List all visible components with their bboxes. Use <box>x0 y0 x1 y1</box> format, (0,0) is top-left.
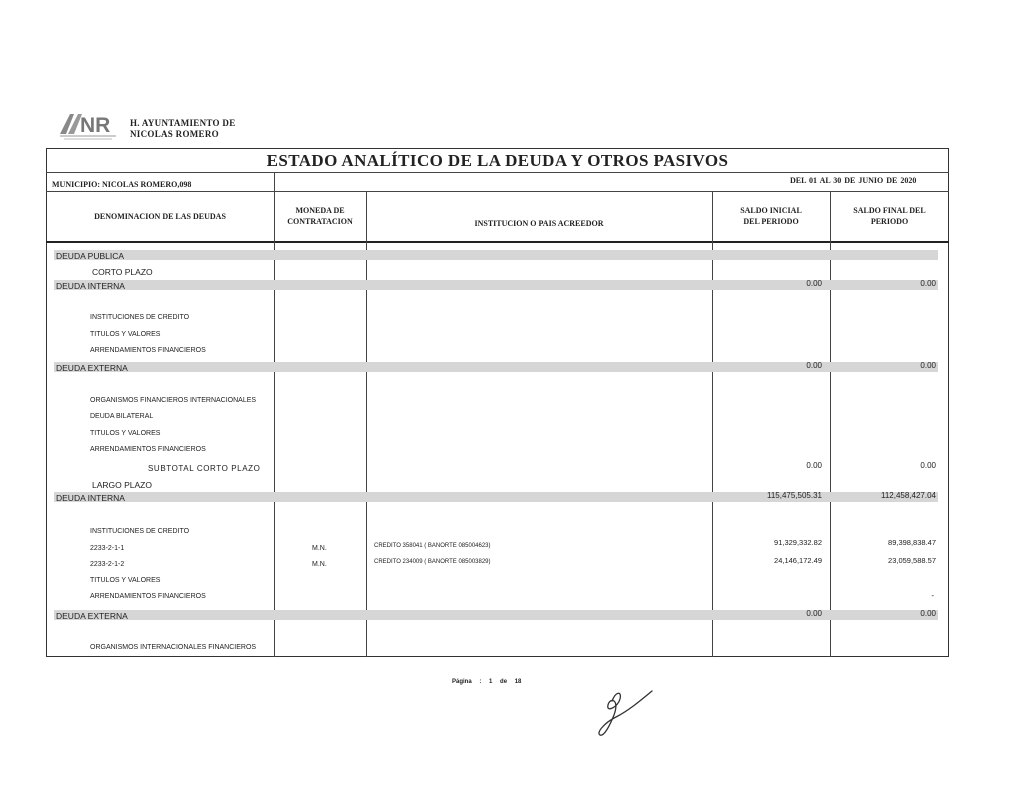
row-credito1-cuenta: 2233-2-1-1 <box>90 545 125 552</box>
row-subtotal-cp: SUBTOTAL CORTO PLAZO <box>148 464 261 473</box>
row-credito2-institucion: CREDITO 234009 ( BANORTE 085003829) <box>374 559 491 565</box>
municipio-label: MUNICIPIO: NICOLAS ROMERO,098 <box>52 180 192 189</box>
col-header-saldo-final-l1: SALDO FINAL DEL <box>853 206 926 215</box>
divider <box>712 191 713 657</box>
row-cp-inst-credito: INSTITUCIONES DE CREDITO <box>90 314 190 321</box>
col-header-moneda <box>274 205 366 227</box>
value-dint-cp-final: 0.00 <box>920 279 936 288</box>
value-dext-lp-inicial: 0.00 <box>806 609 822 618</box>
periodo-label: DEL 01 AL 30 DE JUNIO DE 2020 <box>790 176 917 185</box>
report-title: ESTADO ANALÍTICO DE LA DEUDA Y OTROS PASIVOS <box>266 151 729 170</box>
value-lp-arrend-final: - <box>931 591 934 600</box>
row-lp-arrend: ARRENDAMIENTOS FINANCIEROS <box>90 593 206 600</box>
divider <box>46 172 949 173</box>
anr-logo-icon <box>58 108 120 142</box>
col-header-moneda-l1: MONEDA DE <box>295 206 345 215</box>
row-credito2-moneda: M.N. <box>312 561 327 568</box>
pagina-label: Página : <box>452 679 482 685</box>
value-dext-cp-inicial: 0.00 <box>806 361 822 370</box>
value-subtotal-cp-final: 0.00 <box>920 461 936 470</box>
col-header-moneda-l2: CONTRATACION <box>287 217 353 226</box>
row-cp-org-fin: ORGANISMOS FINANCIEROS INTERNACIONALES <box>90 397 257 404</box>
row-lp-titulos: TITULOS Y VALORES <box>90 577 161 584</box>
col-header-saldo-inicial-l2: DEL PERIODO <box>743 217 799 226</box>
row-deuda-publica: DEUDA PUBLICA <box>56 251 125 261</box>
value-credito2-inicial: 24,146,172.49 <box>774 556 822 565</box>
divider <box>830 191 831 657</box>
row-cp-titulos: TITULOS Y VALORES <box>90 331 161 338</box>
value-dint-cp-inicial: 0.00 <box>806 279 822 288</box>
row-deuda-interna-cp: DEUDA INTERNA <box>56 281 125 291</box>
row-cp-bilateral: DEUDA BILATERAL <box>90 413 154 420</box>
total-pages: 18 <box>514 679 522 685</box>
svg-text:NR: NR <box>80 114 111 137</box>
row-cp-titulos2: TITULOS Y VALORES <box>90 430 161 437</box>
org-name-line1: H. AYUNTAMIENTO DE <box>130 118 236 128</box>
col-header-saldo-inicial <box>712 205 830 227</box>
divider <box>274 191 275 657</box>
col-header-saldo-final <box>830 205 949 227</box>
col-header-saldo-final-l2: PERIODO <box>870 217 909 226</box>
divider <box>46 241 949 243</box>
value-dint-lp-inicial: 115,475,505.31 <box>766 491 822 500</box>
value-credito1-final: 89,398,838.47 <box>888 538 936 547</box>
value-subtotal-cp-inicial: 0.00 <box>806 461 822 470</box>
value-dext-lp-final: 0.00 <box>920 609 936 618</box>
row-deuda-externa-cp: DEUDA EXTERNA <box>56 363 128 373</box>
value-credito1-inicial: 91,329,332.82 <box>774 538 822 547</box>
page-number: 1 <box>489 679 493 685</box>
row-credito1-institucion: CREDITO 358041 ( BANORTE 085004623) <box>374 543 491 549</box>
row-deuda-interna-lp: DEUDA INTERNA <box>56 493 125 503</box>
row-largo-plazo: LARGO PLAZO <box>92 480 152 490</box>
row-cp-arrend: ARRENDAMIENTOS FINANCIEROS <box>90 347 206 354</box>
row-band <box>54 250 938 260</box>
row-lp-inst-credito: INSTITUCIONES DE CREDITO <box>90 528 190 535</box>
row-credito1-moneda: M.N. <box>312 545 327 552</box>
divider <box>274 172 275 191</box>
value-dint-lp-final: 112,458,427.04 <box>880 491 936 500</box>
col-header-denominacion: DENOMINACION DE LAS DEUDAS <box>94 212 226 221</box>
value-dext-cp-final: 0.00 <box>920 361 936 370</box>
divider <box>46 191 949 192</box>
row-corto-plazo: CORTO PLAZO <box>92 267 153 277</box>
page-footer <box>452 679 521 685</box>
divider <box>366 191 367 657</box>
row-lp-org-int: ORGANISMOS INTERNACIONALES FINANCIEROS <box>90 644 257 651</box>
row-credito2-cuenta: 2233-2-1-2 <box>90 561 125 568</box>
signature-icon <box>590 683 660 741</box>
col-header-saldo-inicial-l1: SALDO INICIAL <box>740 206 802 215</box>
org-name-line2: NICOLAS ROMERO <box>130 129 219 139</box>
value-credito2-final: 23,059,588.57 <box>888 556 936 565</box>
de-label: de <box>500 679 508 685</box>
row-deuda-externa-lp: DEUDA EXTERNA <box>56 611 128 621</box>
col-header-institucion: INSTITUCION O PAIS ACREEDOR <box>474 219 604 228</box>
row-cp-arrend2: ARRENDAMIENTOS FINANCIEROS <box>90 446 206 453</box>
